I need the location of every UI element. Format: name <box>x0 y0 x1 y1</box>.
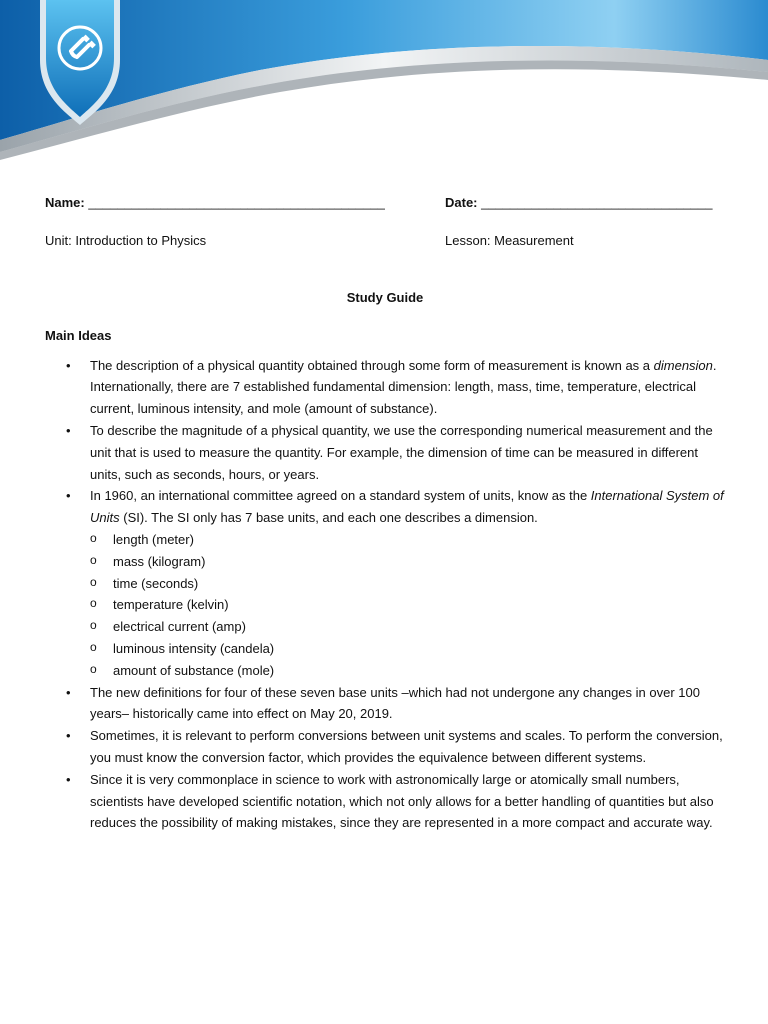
name-date-row <box>45 192 725 214</box>
sub-list-item: o temperature (kelvin) <box>90 594 725 616</box>
list-item: • The new definitions for four of these seven base units –which had not undergone any changes in over 100 years– historically came into effect on May 20, 2019. <box>45 682 725 726</box>
sub-list-item: o luminous intensity (candela) <box>90 638 725 660</box>
bullet-emphasis: dimension <box>653 357 713 373</box>
sub-list-item: o amount of substance (mole) <box>90 660 725 682</box>
base-units-list <box>90 529 725 682</box>
unit-text: Unit: Introduction to Physics <box>45 233 207 248</box>
sub-list-item: o length (meter) <box>90 529 725 551</box>
bullet-text: (SI). The SI only has 7 base units, and each one describes a dimension. <box>119 510 538 526</box>
list-item <box>45 485 725 681</box>
name-field[interactable] <box>45 195 385 210</box>
name-line: _________________________________________ <box>88 195 385 210</box>
bullet-text: In 1960, an international committee agreed on a standard system of units, know as the <box>90 488 591 504</box>
unit-lesson-row <box>45 230 725 252</box>
lesson-text: Lesson: Measurement <box>445 233 574 248</box>
bullet-emphasis: International System of Units <box>90 488 724 526</box>
list-item: • Since it is very commonplace in science to work with astronomically large or atomically small numbers, scientists have developed scientific notation, which not only allows for a better handling of quantities but also reduces the possibility of making mistakes, since they are represented in a more compact and accurate way. <box>45 769 725 834</box>
list-item: • To describe the magnitude of a physical quantity, we use the corresponding numerical measurement and the unit that is used to measure the quantity. For example, the dimension of time can be measured in different units, such as seconds, hours, or years. <box>45 420 725 485</box>
date-label: Date: <box>445 195 478 210</box>
date-field[interactable] <box>445 192 713 214</box>
header-banner <box>0 0 768 165</box>
name-label: Name: <box>45 195 85 210</box>
list-item: • Sometimes, it is relevant to perform conversions between unit systems and scales. To perform the conversion, you must know the conversion factor, which provides the equivalence between different systems. <box>45 725 725 769</box>
header-swoosh-graphic <box>0 0 768 165</box>
date-line: ________________________________ <box>481 195 713 210</box>
list-item <box>45 355 725 420</box>
sub-list-item: o mass (kilogram) <box>90 551 725 573</box>
bullet-text: . Internationally, there are 7 established fundamental dimension: length, mass, time, temperature, electrical current, luminous intensity, and mole (amount of substance). <box>90 357 717 417</box>
page-title: Study Guide <box>346 290 424 305</box>
sub-list-item: o electrical current (amp) <box>90 616 725 638</box>
main-ideas-list <box>45 355 725 835</box>
sub-list-item: o time (seconds) <box>90 573 725 595</box>
study-guide-document <box>45 192 725 834</box>
section-heading: Main Ideas <box>45 327 112 343</box>
bullet-text: The description of a physical quantity obtained through some form of measurement is known as a <box>90 357 654 373</box>
magnet-icon <box>56 24 104 72</box>
